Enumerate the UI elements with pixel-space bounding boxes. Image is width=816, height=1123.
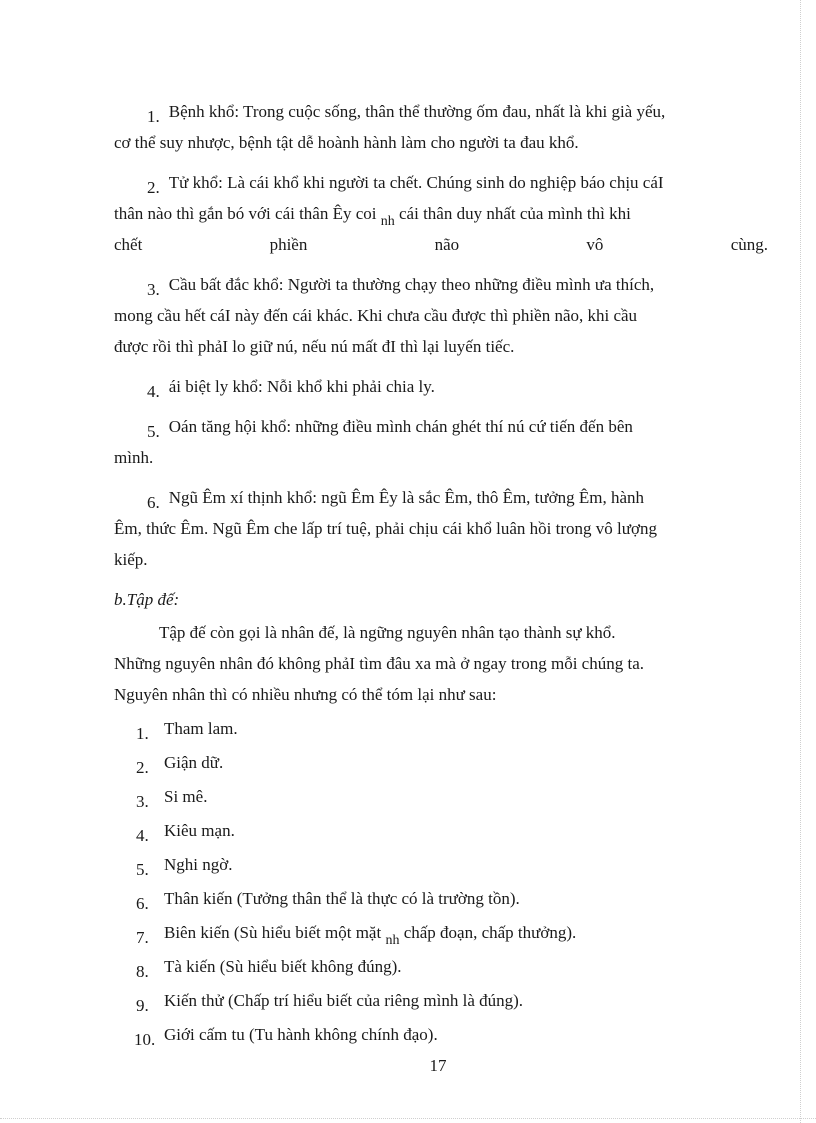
list-item xyxy=(114,848,768,882)
list-item-text: Si mê. xyxy=(164,787,208,806)
item-text-fragment: cái thân duy nhất của mình thì khi xyxy=(399,204,631,223)
item-text-line: cơ thể suy nhược, bệnh tật dễ hoành hành làm cho người ta đau khổ. xyxy=(114,133,579,152)
suffering-item-4 xyxy=(114,371,768,402)
list-item-text: Nghi ngờ. xyxy=(164,855,233,874)
list-number: 4. xyxy=(147,382,160,401)
paragraph-line: Nguyên nhân thì có nhiều nhưng có thể tóm lại như sau: xyxy=(114,685,497,704)
list-item-text: Tham lam. xyxy=(164,719,238,738)
item-text-line: mình. xyxy=(114,448,154,467)
suffering-item-2 xyxy=(114,167,768,260)
paragraph-line: Tập đế còn gọi là nhân đế, là ngững nguyên nhân tạo thành sự khổ. xyxy=(159,623,616,642)
list-number: 10. xyxy=(134,1030,156,1049)
page-number: 17 xyxy=(429,1056,447,1075)
item-text-line-justified: chết phiền não vô cùng. xyxy=(114,235,768,254)
list-number: 3. xyxy=(147,280,160,299)
suffering-item-1 xyxy=(114,96,768,158)
item-text-line: Ngũ Êm xí thịnh khổ: ngũ Êm Êy là sắc Êm, thô Êm, tưởng Êm, hành xyxy=(168,488,645,507)
list-item xyxy=(114,712,768,746)
list-number: 5. xyxy=(136,860,149,879)
item-text-line: Bệnh khổ: Trong cuộc sống, thân thể thường ốm đau, nhất là khi già yếu, xyxy=(168,102,666,121)
list-item-text: Kiêu mạn. xyxy=(164,821,235,840)
item-text-line: Êm, thức Êm. Ngũ Êm che lấp trí tuệ, phải chịu cái khổ luân hồi trong vô lượng xyxy=(114,519,657,538)
suffering-item-3 xyxy=(114,269,768,362)
page-border-bottom xyxy=(0,1118,816,1119)
list-number: 7. xyxy=(136,928,149,947)
item-text-line: Cầu bất đắc khổ: Người ta thường chạy theo những điều mình ưa thích, xyxy=(168,275,655,294)
list-item xyxy=(114,882,768,916)
subscript-fragment: nh xyxy=(385,933,400,948)
list-item-text: Giới cấm tu (Tu hành không chính đạo). xyxy=(164,1025,438,1044)
list-item xyxy=(114,984,768,1018)
list-number: 4. xyxy=(136,826,149,845)
item-text-line: được rồi thì phảI lo giữ nú, nếu nú mất đI thì lại luyến tiếc. xyxy=(114,337,515,356)
item-text-line: mong cầu hết cáI này đến cái khác. Khi chưa cầu được thì phiền não, khi cầu xyxy=(114,306,638,325)
item-text-line: Tử khổ: Là cái khổ khi người ta chết. Chúng sinh do nghiệp báo chịu cáI xyxy=(168,173,664,192)
list-number: 6. xyxy=(147,493,160,512)
section-heading: b.Tập đế: xyxy=(114,590,180,609)
list-item xyxy=(114,814,768,848)
list-item-text-tail: chấp đoạn, chấp thưởng). xyxy=(403,923,577,942)
list-number: 2. xyxy=(147,178,160,197)
causes-list xyxy=(114,712,768,1052)
suffering-item-5 xyxy=(114,411,768,473)
list-number: 5. xyxy=(147,422,160,441)
item-text-line: kiếp. xyxy=(114,550,148,569)
list-number: 9. xyxy=(136,996,149,1015)
list-item-text: Thân kiến (Tưởng thân thể là thực có là trường tồn). xyxy=(164,889,520,908)
page-border-right xyxy=(800,0,801,1123)
item-text-line: Oán tăng hội khổ: những điều mình chán ghét thí nú cứ tiến đến bên xyxy=(168,417,633,436)
list-item-text: Giận dữ. xyxy=(164,753,224,772)
list-number: 1. xyxy=(136,724,149,743)
list-item xyxy=(114,916,768,950)
intro-paragraph xyxy=(114,617,768,710)
list-item xyxy=(114,1018,768,1052)
list-item xyxy=(114,950,768,984)
item-text-line: thân nào thì gắn bó với cái thân Êy coi xyxy=(114,204,377,223)
subscript-fragment: nh xyxy=(380,214,395,229)
page-content xyxy=(114,96,768,1052)
paragraph-line: Những nguyên nhân đó không phảI tìm đâu xa mà ở ngay trong mỗi chúng ta. xyxy=(114,654,644,673)
list-number: 6. xyxy=(136,894,149,913)
list-item-text: Kiến thử (Chấp trí hiểu biết của riêng mình là đúng). xyxy=(164,991,524,1010)
list-item xyxy=(114,780,768,814)
list-item xyxy=(114,746,768,780)
list-number: 3. xyxy=(136,792,149,811)
list-number: 8. xyxy=(136,962,149,981)
list-item-text: Biên kiến (Sù hiểu biết một mặt xyxy=(164,923,382,942)
list-item-text: Tà kiến (Sù hiểu biết không đúng). xyxy=(164,957,402,976)
list-number: 1. xyxy=(147,107,160,126)
item-text-line: ái biệt ly khổ: Nỗi khổ khi phải chia ly. xyxy=(168,377,435,396)
suffering-item-6 xyxy=(114,482,768,575)
list-number: 2. xyxy=(136,758,149,777)
